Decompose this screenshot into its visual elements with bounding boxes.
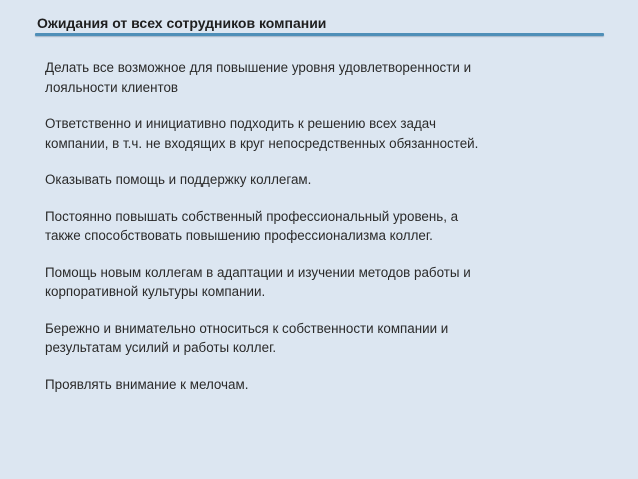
slide-title: Ожидания от всех сотрудников компании [37,15,327,31]
expectations-list [45,58,605,411]
list-item-line: лояльности клиентов [45,79,179,95]
list-item-line: Ответственно и инициативно подходить к решению всех задач [45,116,436,131]
list-item-line: корпоративной культуры компании. [45,284,266,299]
list-item [45,170,605,190]
list-item [45,375,605,395]
list-item-line: Помощь новым коллегам в адаптации и изучении методов работы и [45,264,471,280]
list-item-line: Проявлять внимание к мелочам. [45,376,249,392]
list-item-line: Бережно и внимательно относиться к собственности компании и [45,320,449,336]
list-item-line: Постоянно повышать собственный профессиональный уровень, а [45,208,459,224]
list-item [45,58,605,97]
list-item-line: компании, в т.ч. не входящих в круг непосредственных обязанностей. [45,135,479,151]
list-item [45,263,605,302]
list-item-line: Делать все возможное для повышение уровня удовлетворенности и [45,60,472,75]
list-item [45,207,605,246]
title-underline [35,33,604,36]
list-item-line: результатам усилий и работы коллег. [45,340,277,355]
list-item-line: также способствовать повышению профессионализма коллег. [45,228,433,243]
list-item [45,114,605,153]
list-item [45,319,605,358]
list-item-line: Оказывать помощь и поддержку коллегам. [45,172,312,187]
